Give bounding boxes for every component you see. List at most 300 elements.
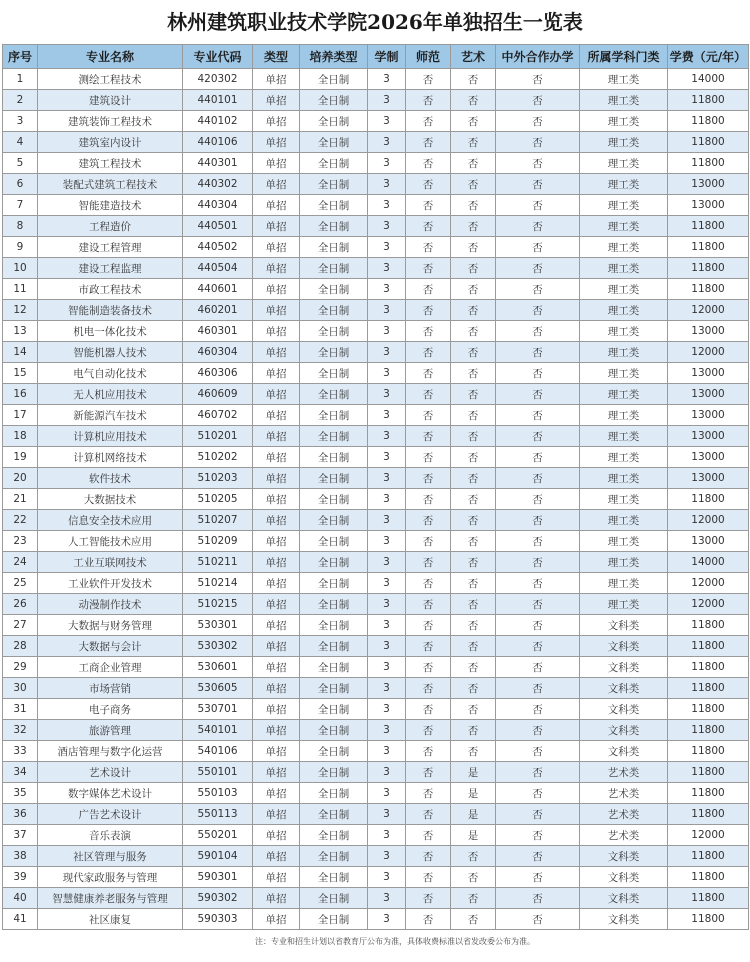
cell-joint-program: 否 [496, 90, 580, 111]
cell-type: 单招 [253, 90, 300, 111]
cell-discipline: 理工类 [580, 531, 668, 552]
cell-tuition: 13000 [668, 531, 749, 552]
cell-major-name: 建筑室内设计 [38, 132, 183, 153]
table-row [3, 741, 749, 762]
cell-discipline: 理工类 [580, 279, 668, 300]
cell-training-type: 全日制 [300, 825, 368, 846]
cell-type: 单招 [253, 699, 300, 720]
cell-index: 17 [3, 405, 38, 426]
cell-training-type: 全日制 [300, 384, 368, 405]
cell-index: 23 [3, 531, 38, 552]
cell-duration: 3 [368, 426, 406, 447]
cell-index: 4 [3, 132, 38, 153]
cell-art: 否 [451, 867, 496, 888]
cell-joint-program: 否 [496, 468, 580, 489]
cell-index: 27 [3, 615, 38, 636]
cell-major-name: 计算机应用技术 [38, 426, 183, 447]
cell-major-name: 工商企业管理 [38, 657, 183, 678]
cell-art: 否 [451, 468, 496, 489]
cell-index: 33 [3, 741, 38, 762]
cell-discipline: 理工类 [580, 258, 668, 279]
cell-major-code: 550101 [183, 762, 253, 783]
col-header-tuition: 学费（元/年） [668, 45, 749, 69]
cell-training-type: 全日制 [300, 69, 368, 90]
cell-tuition: 11800 [668, 909, 749, 930]
col-header-teacher-training: 师范 [406, 45, 451, 69]
cell-index: 21 [3, 489, 38, 510]
cell-type: 单招 [253, 531, 300, 552]
table-row [3, 321, 749, 342]
cell-training-type: 全日制 [300, 279, 368, 300]
table-row [3, 384, 749, 405]
cell-major-code: 530601 [183, 657, 253, 678]
cell-joint-program: 否 [496, 762, 580, 783]
cell-index: 13 [3, 321, 38, 342]
cell-major-code: 590303 [183, 909, 253, 930]
cell-joint-program: 否 [496, 300, 580, 321]
cell-tuition: 11800 [668, 657, 749, 678]
cell-discipline: 文科类 [580, 699, 668, 720]
cell-training-type: 全日制 [300, 678, 368, 699]
cell-duration: 3 [368, 153, 406, 174]
cell-type: 单招 [253, 909, 300, 930]
cell-major-name: 智能制造装备技术 [38, 300, 183, 321]
cell-major-code: 510209 [183, 531, 253, 552]
cell-tuition: 11800 [668, 153, 749, 174]
table-row [3, 132, 749, 153]
cell-major-code: 460304 [183, 342, 253, 363]
cell-major-code: 510201 [183, 426, 253, 447]
cell-major-code: 440502 [183, 237, 253, 258]
cell-joint-program: 否 [496, 69, 580, 90]
cell-major-code: 550103 [183, 783, 253, 804]
cell-index: 37 [3, 825, 38, 846]
cell-type: 单招 [253, 762, 300, 783]
cell-index: 34 [3, 762, 38, 783]
cell-major-code: 460301 [183, 321, 253, 342]
cell-art: 否 [451, 216, 496, 237]
cell-major-code: 440501 [183, 216, 253, 237]
table-row [3, 594, 749, 615]
cell-major-name: 动漫制作技术 [38, 594, 183, 615]
cell-art: 否 [451, 363, 496, 384]
cell-art: 否 [451, 237, 496, 258]
cell-teacher-training: 否 [406, 615, 451, 636]
cell-major-name: 人工智能技术应用 [38, 531, 183, 552]
cell-tuition: 12000 [668, 510, 749, 531]
col-header-joint-program: 中外合作办学 [496, 45, 580, 69]
cell-major-code: 440302 [183, 174, 253, 195]
cell-index: 14 [3, 342, 38, 363]
table-row [3, 531, 749, 552]
cell-teacher-training: 否 [406, 825, 451, 846]
table-row [3, 153, 749, 174]
cell-major-code: 440106 [183, 132, 253, 153]
cell-discipline: 文科类 [580, 888, 668, 909]
cell-index: 2 [3, 90, 38, 111]
cell-discipline: 理工类 [580, 468, 668, 489]
cell-art: 否 [451, 69, 496, 90]
cell-joint-program: 否 [496, 489, 580, 510]
table-row [3, 195, 749, 216]
cell-tuition: 11800 [668, 888, 749, 909]
cell-art: 否 [451, 489, 496, 510]
cell-training-type: 全日制 [300, 258, 368, 279]
table-row [3, 237, 749, 258]
cell-type: 单招 [253, 426, 300, 447]
cell-teacher-training: 否 [406, 69, 451, 90]
cell-duration: 3 [368, 762, 406, 783]
cell-training-type: 全日制 [300, 216, 368, 237]
cell-tuition: 13000 [668, 363, 749, 384]
cell-training-type: 全日制 [300, 510, 368, 531]
cell-discipline: 理工类 [580, 237, 668, 258]
cell-joint-program: 否 [496, 636, 580, 657]
cell-teacher-training: 否 [406, 405, 451, 426]
cell-teacher-training: 否 [406, 468, 451, 489]
cell-discipline: 理工类 [580, 342, 668, 363]
cell-joint-program: 否 [496, 174, 580, 195]
cell-type: 单招 [253, 594, 300, 615]
table-header-row [3, 45, 749, 69]
cell-training-type: 全日制 [300, 90, 368, 111]
cell-art: 否 [451, 342, 496, 363]
cell-type: 单招 [253, 489, 300, 510]
cell-index: 1 [3, 69, 38, 90]
cell-joint-program: 否 [496, 384, 580, 405]
cell-teacher-training: 否 [406, 804, 451, 825]
table-row [3, 111, 749, 132]
cell-tuition: 12000 [668, 342, 749, 363]
cell-tuition: 11800 [668, 90, 749, 111]
cell-major-name: 建筑设计 [38, 90, 183, 111]
cell-art: 否 [451, 153, 496, 174]
cell-major-name: 建设工程监理 [38, 258, 183, 279]
cell-training-type: 全日制 [300, 363, 368, 384]
cell-major-name: 广告艺术设计 [38, 804, 183, 825]
cell-teacher-training: 否 [406, 552, 451, 573]
cell-training-type: 全日制 [300, 699, 368, 720]
cell-tuition: 13000 [668, 426, 749, 447]
cell-type: 单招 [253, 195, 300, 216]
cell-type: 单招 [253, 888, 300, 909]
cell-art: 否 [451, 258, 496, 279]
table-row [3, 447, 749, 468]
cell-duration: 3 [368, 846, 406, 867]
cell-teacher-training: 否 [406, 279, 451, 300]
cell-tuition: 11800 [668, 216, 749, 237]
cell-major-code: 510205 [183, 489, 253, 510]
cell-art: 否 [451, 321, 496, 342]
cell-type: 单招 [253, 405, 300, 426]
table-row [3, 468, 749, 489]
cell-duration: 3 [368, 321, 406, 342]
cell-tuition: 11800 [668, 783, 749, 804]
cell-tuition: 11800 [668, 678, 749, 699]
cell-major-code: 510215 [183, 594, 253, 615]
cell-index: 10 [3, 258, 38, 279]
cell-tuition: 13000 [668, 321, 749, 342]
cell-duration: 3 [368, 909, 406, 930]
cell-index: 18 [3, 426, 38, 447]
cell-major-name: 电子商务 [38, 699, 183, 720]
cell-major-name: 大数据技术 [38, 489, 183, 510]
cell-tuition: 12000 [668, 825, 749, 846]
cell-type: 单招 [253, 657, 300, 678]
cell-major-code: 440102 [183, 111, 253, 132]
cell-index: 22 [3, 510, 38, 531]
cell-joint-program: 否 [496, 321, 580, 342]
cell-art: 是 [451, 762, 496, 783]
cell-major-name: 工程造价 [38, 216, 183, 237]
cell-duration: 3 [368, 300, 406, 321]
col-header-art: 艺术 [451, 45, 496, 69]
cell-teacher-training: 否 [406, 111, 451, 132]
table-row [3, 258, 749, 279]
table-row [3, 573, 749, 594]
cell-duration: 3 [368, 384, 406, 405]
cell-joint-program: 否 [496, 279, 580, 300]
cell-art: 否 [451, 636, 496, 657]
cell-joint-program: 否 [496, 678, 580, 699]
cell-tuition: 13000 [668, 174, 749, 195]
col-header-training-type: 培养类型 [300, 45, 368, 69]
cell-teacher-training: 否 [406, 447, 451, 468]
cell-type: 单招 [253, 825, 300, 846]
cell-major-name: 智慧健康养老服务与管理 [38, 888, 183, 909]
cell-art: 否 [451, 447, 496, 468]
cell-training-type: 全日制 [300, 489, 368, 510]
cell-teacher-training: 否 [406, 636, 451, 657]
cell-index: 3 [3, 111, 38, 132]
cell-duration: 3 [368, 258, 406, 279]
table-row [3, 510, 749, 531]
table-row [3, 615, 749, 636]
cell-art: 否 [451, 720, 496, 741]
cell-major-name: 计算机网络技术 [38, 447, 183, 468]
cell-duration: 3 [368, 657, 406, 678]
cell-major-code: 440504 [183, 258, 253, 279]
cell-index: 35 [3, 783, 38, 804]
cell-teacher-training: 否 [406, 489, 451, 510]
cell-major-name: 音乐表演 [38, 825, 183, 846]
cell-training-type: 全日制 [300, 195, 368, 216]
cell-major-name: 酒店管理与数字化运营 [38, 741, 183, 762]
cell-training-type: 全日制 [300, 573, 368, 594]
cell-major-code: 540106 [183, 741, 253, 762]
cell-major-name: 智能建造技术 [38, 195, 183, 216]
cell-major-name: 旅游管理 [38, 720, 183, 741]
cell-discipline: 理工类 [580, 195, 668, 216]
cell-index: 25 [3, 573, 38, 594]
cell-tuition: 11800 [668, 279, 749, 300]
cell-index: 15 [3, 363, 38, 384]
cell-teacher-training: 否 [406, 867, 451, 888]
cell-tuition: 11800 [668, 846, 749, 867]
cell-major-name: 大数据与会计 [38, 636, 183, 657]
cell-discipline: 理工类 [580, 321, 668, 342]
cell-duration: 3 [368, 552, 406, 573]
cell-training-type: 全日制 [300, 909, 368, 930]
cell-index: 39 [3, 867, 38, 888]
cell-training-type: 全日制 [300, 447, 368, 468]
cell-tuition: 11800 [668, 489, 749, 510]
cell-joint-program: 否 [496, 363, 580, 384]
cell-duration: 3 [368, 174, 406, 195]
table-row [3, 300, 749, 321]
cell-index: 9 [3, 237, 38, 258]
cell-major-name: 艺术设计 [38, 762, 183, 783]
cell-discipline: 理工类 [580, 573, 668, 594]
cell-joint-program: 否 [496, 888, 580, 909]
cell-discipline: 理工类 [580, 216, 668, 237]
cell-training-type: 全日制 [300, 636, 368, 657]
cell-art: 是 [451, 783, 496, 804]
col-header-discipline: 所属学科门类 [580, 45, 668, 69]
cell-index: 41 [3, 909, 38, 930]
cell-teacher-training: 否 [406, 573, 451, 594]
cell-duration: 3 [368, 888, 406, 909]
col-header-type: 类型 [253, 45, 300, 69]
cell-major-name: 测绘工程技术 [38, 69, 183, 90]
cell-index: 38 [3, 846, 38, 867]
cell-type: 单招 [253, 447, 300, 468]
cell-duration: 3 [368, 447, 406, 468]
cell-discipline: 文科类 [580, 867, 668, 888]
cell-major-name: 电气自动化技术 [38, 363, 183, 384]
cell-index: 20 [3, 468, 38, 489]
cell-teacher-training: 否 [406, 90, 451, 111]
cell-tuition: 13000 [668, 384, 749, 405]
cell-training-type: 全日制 [300, 342, 368, 363]
cell-art: 是 [451, 825, 496, 846]
cell-type: 单招 [253, 300, 300, 321]
cell-joint-program: 否 [496, 153, 580, 174]
table-row [3, 426, 749, 447]
cell-discipline: 理工类 [580, 510, 668, 531]
cell-major-code: 440101 [183, 90, 253, 111]
table-row [3, 846, 749, 867]
cell-index: 29 [3, 657, 38, 678]
cell-training-type: 全日制 [300, 741, 368, 762]
cell-training-type: 全日制 [300, 846, 368, 867]
cell-major-code: 590302 [183, 888, 253, 909]
cell-training-type: 全日制 [300, 720, 368, 741]
cell-tuition: 11800 [668, 636, 749, 657]
cell-duration: 3 [368, 867, 406, 888]
cell-duration: 3 [368, 216, 406, 237]
cell-teacher-training: 否 [406, 741, 451, 762]
cell-teacher-training: 否 [406, 342, 451, 363]
cell-tuition: 13000 [668, 405, 749, 426]
cell-type: 单招 [253, 237, 300, 258]
cell-duration: 3 [368, 90, 406, 111]
cell-art: 否 [451, 405, 496, 426]
cell-joint-program: 否 [496, 195, 580, 216]
cell-index: 12 [3, 300, 38, 321]
cell-teacher-training: 否 [406, 216, 451, 237]
cell-duration: 3 [368, 195, 406, 216]
cell-type: 单招 [253, 510, 300, 531]
cell-teacher-training: 否 [406, 657, 451, 678]
cell-type: 单招 [253, 258, 300, 279]
cell-major-code: 440601 [183, 279, 253, 300]
cell-tuition: 11800 [668, 720, 749, 741]
cell-duration: 3 [368, 237, 406, 258]
cell-teacher-training: 否 [406, 174, 451, 195]
cell-joint-program: 否 [496, 573, 580, 594]
cell-teacher-training: 否 [406, 594, 451, 615]
cell-major-code: 550113 [183, 804, 253, 825]
cell-duration: 3 [368, 510, 406, 531]
cell-teacher-training: 否 [406, 909, 451, 930]
table-body [3, 69, 749, 930]
cell-art: 否 [451, 888, 496, 909]
cell-duration: 3 [368, 69, 406, 90]
cell-discipline: 艺术类 [580, 783, 668, 804]
cell-duration: 3 [368, 405, 406, 426]
cell-discipline: 理工类 [580, 384, 668, 405]
cell-discipline: 理工类 [580, 447, 668, 468]
cell-major-name: 建筑装饰工程技术 [38, 111, 183, 132]
cell-discipline: 艺术类 [580, 825, 668, 846]
cell-art: 否 [451, 279, 496, 300]
table-row [3, 804, 749, 825]
cell-duration: 3 [368, 720, 406, 741]
cell-teacher-training: 否 [406, 300, 451, 321]
cell-major-name: 建筑工程技术 [38, 153, 183, 174]
cell-teacher-training: 否 [406, 888, 451, 909]
cell-teacher-training: 否 [406, 699, 451, 720]
cell-art: 否 [451, 384, 496, 405]
cell-index: 40 [3, 888, 38, 909]
cell-major-name: 机电一体化技术 [38, 321, 183, 342]
cell-training-type: 全日制 [300, 321, 368, 342]
cell-tuition: 13000 [668, 468, 749, 489]
cell-tuition: 12000 [668, 594, 749, 615]
cell-index: 7 [3, 195, 38, 216]
cell-major-name: 市场营销 [38, 678, 183, 699]
cell-teacher-training: 否 [406, 132, 451, 153]
cell-major-code: 510214 [183, 573, 253, 594]
cell-major-code: 460702 [183, 405, 253, 426]
cell-training-type: 全日制 [300, 300, 368, 321]
cell-duration: 3 [368, 678, 406, 699]
table-row [3, 825, 749, 846]
cell-index: 28 [3, 636, 38, 657]
cell-art: 否 [451, 657, 496, 678]
cell-art: 否 [451, 678, 496, 699]
cell-training-type: 全日制 [300, 111, 368, 132]
cell-art: 否 [451, 615, 496, 636]
cell-duration: 3 [368, 279, 406, 300]
cell-tuition: 11800 [668, 867, 749, 888]
table-row [3, 69, 749, 90]
cell-index: 31 [3, 699, 38, 720]
table-row [3, 657, 749, 678]
cell-discipline: 理工类 [580, 90, 668, 111]
cell-art: 否 [451, 531, 496, 552]
cell-type: 单招 [253, 615, 300, 636]
cell-joint-program: 否 [496, 531, 580, 552]
cell-duration: 3 [368, 699, 406, 720]
cell-type: 单招 [253, 216, 300, 237]
cell-art: 否 [451, 111, 496, 132]
cell-duration: 3 [368, 594, 406, 615]
cell-type: 单招 [253, 363, 300, 384]
cell-joint-program: 否 [496, 510, 580, 531]
cell-joint-program: 否 [496, 237, 580, 258]
